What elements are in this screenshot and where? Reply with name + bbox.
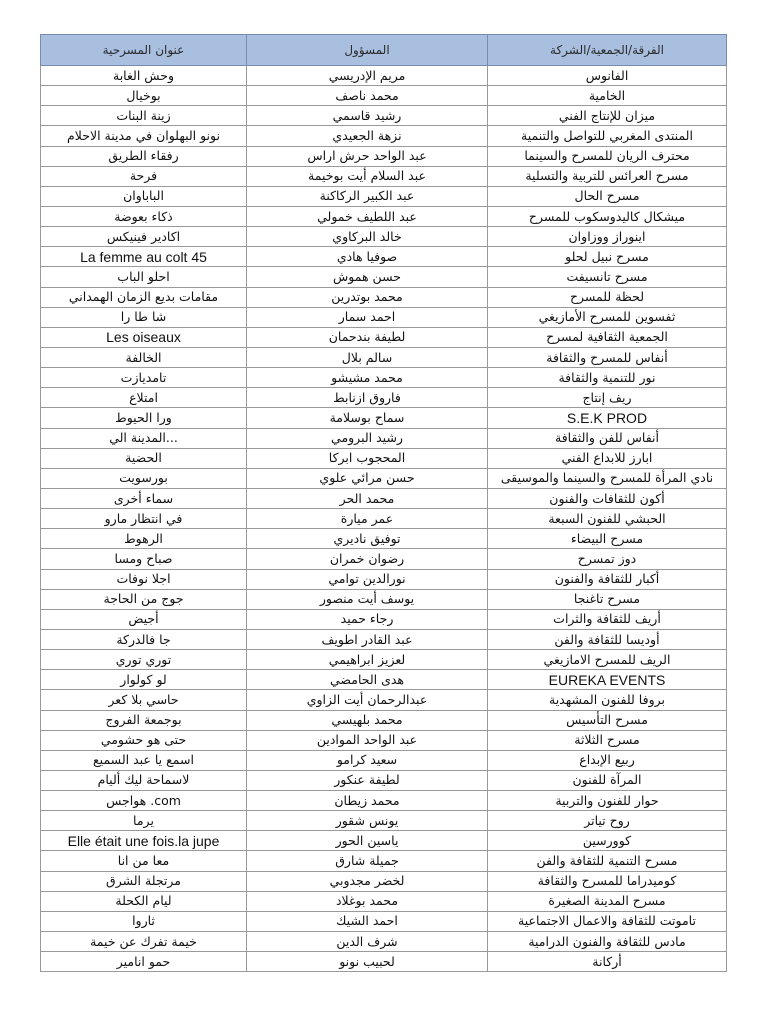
company-cell: S.E.K PROD <box>488 408 727 428</box>
manager-cell: يوسف أيت منصور <box>247 589 488 609</box>
play-title-cell: بوخيال <box>41 86 247 106</box>
manager-cell: مريم الإدريسي <box>247 66 488 86</box>
manager-cell: عبد الواحد الموادين <box>247 730 488 750</box>
company-cell: دوز تمسرح <box>488 549 727 569</box>
table-row <box>41 448 727 468</box>
play-title-cell: La femme au colt 45 <box>41 247 247 267</box>
manager-cell: نورالدين توامي <box>247 569 488 589</box>
manager-cell: عبد القادر اطويف <box>247 629 488 649</box>
company-cell: أكبار للثقافة والفنون <box>488 569 727 589</box>
company-cell: بروفا للفنون المشهدية <box>488 690 727 710</box>
company-cell: أكون للثقافات والفنون <box>488 488 727 508</box>
company-cell: المرآة للفنون <box>488 770 727 790</box>
company-cell: المنتدى المغربي للتواصل والتنمية <box>488 126 727 146</box>
company-cell: روح تياتر <box>488 811 727 831</box>
play-title-cell: أجيض <box>41 609 247 629</box>
play-title-cell: سماء أخرى <box>41 488 247 508</box>
manager-cell: احمد سمار <box>247 307 488 327</box>
table-row <box>41 791 727 811</box>
company-cell: نادي المرأة للمسرح والسينما والموسيقى <box>488 468 727 488</box>
company-cell: أوديسا للثقافة والفن <box>488 629 727 649</box>
company-cell: حوار للفنون والتربية <box>488 791 727 811</box>
play-title-cell: اجلا نوفات <box>41 569 247 589</box>
manager-cell: محمد ناصف <box>247 86 488 106</box>
manager-cell: عمر ميارة <box>247 509 488 529</box>
table-row <box>41 488 727 508</box>
play-title-cell: فرحة <box>41 166 247 186</box>
table-row <box>41 932 727 952</box>
table-row <box>41 428 727 448</box>
company-cell: تاموتت للثقافة والاعمال الاجتماعية <box>488 911 727 931</box>
manager-cell: عبد الواحد حرش اراس <box>247 146 488 166</box>
table-row <box>41 347 727 367</box>
table-row <box>41 609 727 629</box>
table-row <box>41 146 727 166</box>
play-title-cell: مرتجلة الشرق <box>41 871 247 891</box>
company-cell: اينوراز ووزاوان <box>488 227 727 247</box>
company-cell: مسرح تاغنجا <box>488 589 727 609</box>
company-cell: كوورسين <box>488 831 727 851</box>
company-cell: EUREKA EVENTS <box>488 670 727 690</box>
company-cell: مسرح المدينة الصغيرة <box>488 891 727 911</box>
table-row <box>41 267 727 287</box>
manager-cell: عبد اللطيف خمولي <box>247 206 488 226</box>
play-title-cell: جوج من الحاجة <box>41 589 247 609</box>
table-row <box>41 549 727 569</box>
table-row <box>41 650 727 670</box>
table-row <box>41 186 727 206</box>
company-cell: ربيع الإبداع <box>488 750 727 770</box>
play-title-cell: المدينة الي... <box>41 428 247 448</box>
company-cell: ميزان للإنتاج الفني <box>488 106 727 126</box>
company-cell: مسرح التأسيس <box>488 710 727 730</box>
table-row <box>41 408 727 428</box>
manager-cell: رجاء حميد <box>247 609 488 629</box>
play-title-cell: حاسي بلا كعر <box>41 690 247 710</box>
manager-cell: حسن مرائي علوي <box>247 468 488 488</box>
company-cell: أنفاس للمسرح والثقافة <box>488 347 727 367</box>
table-row <box>41 166 727 186</box>
table-row <box>41 770 727 790</box>
company-cell: الريف للمسرح الامازيغي <box>488 650 727 670</box>
manager-cell: جميلة شارق <box>247 851 488 871</box>
company-cell: ريف إنتاج <box>488 388 727 408</box>
manager-cell: عبدالرحمان أيت الزاوي <box>247 690 488 710</box>
play-title-cell: صباح ومسا <box>41 549 247 569</box>
header-row <box>41 35 727 66</box>
company-cell: مسرح العرائس للتربية والتسلية <box>488 166 727 186</box>
play-title-cell: الباباوان <box>41 186 247 206</box>
company-cell: أريف للثقافة والثرات <box>488 609 727 629</box>
play-title-cell: الرهوط <box>41 529 247 549</box>
company-cell: الجمعية الثقافية لمسرح <box>488 327 727 347</box>
play-title-cell: تامديازت <box>41 368 247 388</box>
play-title-cell: خيمة تفرك عن خيمة <box>41 932 247 952</box>
table-row <box>41 468 727 488</box>
manager-cell: رضوان خمران <box>247 549 488 569</box>
manager-cell: سماح بوسلامة <box>247 408 488 428</box>
table-row <box>41 368 727 388</box>
header-company: الفرقة/الجمعية/الشركة <box>488 35 727 66</box>
company-cell: ابارز للابداع الفني <box>488 448 727 468</box>
table-row <box>41 730 727 750</box>
table-header <box>41 35 727 66</box>
manager-cell: لعزيز ابراهيمي <box>247 650 488 670</box>
company-cell: مسرح الثلاثة <box>488 730 727 750</box>
manager-cell: صوفيا هادي <box>247 247 488 267</box>
manager-cell: رشيد قاسمي <box>247 106 488 126</box>
company-cell: لحظة للمسرح <box>488 287 727 307</box>
manager-cell: عبد السلام أيت بوخيمة <box>247 166 488 186</box>
table-row <box>41 106 727 126</box>
manager-cell: عبد الكبير الركاكنة <box>247 186 488 206</box>
play-title-cell: في انتظار مارو <box>41 509 247 529</box>
manager-cell: محمد زيطان <box>247 791 488 811</box>
table-row <box>41 589 727 609</box>
play-title-cell: معا من انا <box>41 851 247 871</box>
manager-cell: سالم بلال <box>247 347 488 367</box>
company-cell: مسرح البيضاء <box>488 529 727 549</box>
table-row <box>41 629 727 649</box>
table-row <box>41 126 727 146</box>
table-row <box>41 327 727 347</box>
play-title-cell: امتلاع <box>41 388 247 408</box>
table-row <box>41 750 727 770</box>
table-row <box>41 307 727 327</box>
table-row <box>41 670 727 690</box>
company-cell: أركانة <box>488 952 727 972</box>
table-row <box>41 871 727 891</box>
company-cell: مسرح الحال <box>488 186 727 206</box>
play-title-cell: هواجس .com <box>41 791 247 811</box>
play-title-cell: Elle était une fois.la jupe <box>41 831 247 851</box>
company-cell: ثفسوين للمسرح الأمازيغي <box>488 307 727 327</box>
manager-cell: محمد الحر <box>247 488 488 508</box>
manager-cell: نزهة الجعيدي <box>247 126 488 146</box>
manager-cell: محمد مشيشو <box>247 368 488 388</box>
play-title-cell: زينة البنات <box>41 106 247 126</box>
table-row <box>41 952 727 972</box>
table-row <box>41 710 727 730</box>
play-title-cell: ورا الحيوط <box>41 408 247 428</box>
manager-cell: فاروق ازنابط <box>247 388 488 408</box>
table-row <box>41 569 727 589</box>
play-title-cell: شا طا را <box>41 307 247 327</box>
play-title-cell: Les oiseaux <box>41 327 247 347</box>
manager-cell: شرف الدين <box>247 932 488 952</box>
company-cell: محترف الريان للمسرح والسينما <box>488 146 727 166</box>
play-title-cell: الخالفة <box>41 347 247 367</box>
theater-registry-table <box>40 34 727 972</box>
table-row <box>41 811 727 831</box>
manager-cell: توفيق ناديري <box>247 529 488 549</box>
play-title-cell: توري توري <box>41 650 247 670</box>
company-cell: الفانوس <box>488 66 727 86</box>
header-manager: المسؤول <box>247 35 488 66</box>
company-cell: مسرح التنمية للثقافة والفن <box>488 851 727 871</box>
table-row <box>41 86 727 106</box>
manager-cell: هدى الحامضي <box>247 670 488 690</box>
table-row <box>41 911 727 931</box>
play-title-cell: مقامات بديع الزمان الهمداني <box>41 287 247 307</box>
play-title-cell: جا فالدركة <box>41 629 247 649</box>
company-cell: كوميدراما للمسرح والثقافة <box>488 871 727 891</box>
play-title-cell: لاسماحة ليك أليام <box>41 770 247 790</box>
table-row <box>41 690 727 710</box>
table-row <box>41 247 727 267</box>
manager-cell: محمد بوغلاد <box>247 891 488 911</box>
manager-cell: يونس شقور <box>247 811 488 831</box>
play-title-cell: لو كولوار <box>41 670 247 690</box>
play-title-cell: ثاروا <box>41 911 247 931</box>
company-cell: ميشكال كاليدوسكوب للمسرح <box>488 206 727 226</box>
table-row <box>41 509 727 529</box>
manager-cell: ياسين الحور <box>247 831 488 851</box>
company-cell: نور للتنمية والثقافة <box>488 368 727 388</box>
manager-cell: خالد البركاوي <box>247 227 488 247</box>
table-row <box>41 206 727 226</box>
registry-table-container <box>40 34 726 972</box>
manager-cell: لطيفة عنكور <box>247 770 488 790</box>
table-row <box>41 227 727 247</box>
company-cell: مسرح نبيل لحلو <box>488 247 727 267</box>
manager-cell: لحبيب نونو <box>247 952 488 972</box>
manager-cell: لخضر مجدوبي <box>247 871 488 891</box>
manager-cell: لطيفة بندحمان <box>247 327 488 347</box>
company-cell: الخامية <box>488 86 727 106</box>
manager-cell: المحجوب ابركا <box>247 448 488 468</box>
play-title-cell: اكادير فينيكس <box>41 227 247 247</box>
table-row <box>41 831 727 851</box>
manager-cell: سعيد كرامو <box>247 750 488 770</box>
play-title-cell: نونو البهلوان في مدينة الاحلام <box>41 126 247 146</box>
company-cell: مسرح تانسيفت <box>488 267 727 287</box>
manager-cell: محمد بلهيسي <box>247 710 488 730</box>
manager-cell: رشيد البرومي <box>247 428 488 448</box>
table-row <box>41 529 727 549</box>
play-title-cell: ذكاء بعوضة <box>41 206 247 226</box>
header-play-title: عنوان المسرحية <box>41 35 247 66</box>
play-title-cell: بوجمعة الفروج <box>41 710 247 730</box>
table-row <box>41 66 727 86</box>
play-title-cell: احلو الباب <box>41 267 247 287</box>
manager-cell: حسن هموش <box>247 267 488 287</box>
play-title-cell: حمو انامير <box>41 952 247 972</box>
table-row <box>41 388 727 408</box>
company-cell: الحبشي للفنون السبعة <box>488 509 727 529</box>
play-title-cell: اسمع يا عبد السميع <box>41 750 247 770</box>
manager-cell: محمد بوتدرين <box>247 287 488 307</box>
table-body <box>41 66 727 972</box>
play-title-cell: يرما <box>41 811 247 831</box>
table-row <box>41 891 727 911</box>
table-row <box>41 851 727 871</box>
play-title-cell: وحش الغابة <box>41 66 247 86</box>
play-title-cell: حتى هو حشومي <box>41 730 247 750</box>
play-title-cell: الحضية <box>41 448 247 468</box>
play-title-cell: رفقاء الطريق <box>41 146 247 166</box>
manager-cell: احمد الشيك <box>247 911 488 931</box>
company-cell: مادس للثقافة والفنون الدرامية <box>488 932 727 952</box>
company-cell: أنفاس للفن والثقافة <box>488 428 727 448</box>
play-title-cell: ليام الكحلة <box>41 891 247 911</box>
table-row <box>41 287 727 307</box>
play-title-cell: بورسويت <box>41 468 247 488</box>
